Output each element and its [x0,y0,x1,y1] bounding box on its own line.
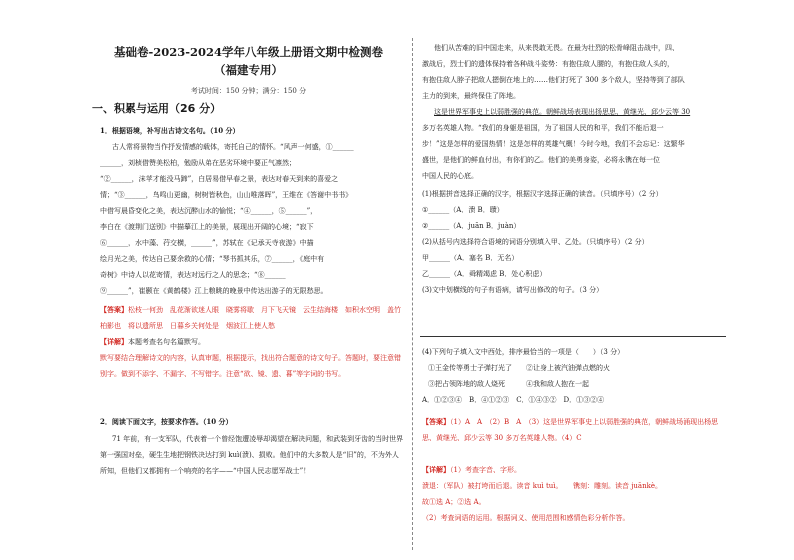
right-answer [422,414,728,446]
question-item: (1)根据拼音选择正确的汉字，根据汉字选择正确的读音。（只填序号）（2 分） [422,190,663,198]
passage-line: 中国人民的心底。 [422,172,478,180]
passage-line: 主力的到来，最终保住了阵地。 [422,92,520,100]
passage-line: 激战后，烈士们的遗体保持着各种战斗姿势：有抱住敌人腰的，有抱住敌人头的， [422,60,674,68]
question-item: ①______（A．溃 B．聩） [422,206,504,214]
page-subtitle: （福建专用） [214,63,283,77]
explain-line: 溃退：（军队）被打垮而后退。读音 kuì tuì。 镌刻：雕刻。读音 juānkè。 [422,482,662,490]
right-explain [422,462,728,526]
q1-line: 中借写晨昏变化之美，表达沉醉山水的愉悦；“④______，⑤______”， [100,207,318,215]
question-item: 甲______（A．塞名 B．无名） [422,254,519,262]
q4-option: ①王金传等勇士子弹打光了 ②让身上被汽油弹点燃的火 [428,364,610,372]
q2-title [100,414,405,430]
q1-line: 李白在《渡荆门送别》中描摹江上的美景，展现出开阔的心境；“寂下 [100,223,314,231]
explain-text: （1）考查字音、字形。 [450,466,521,474]
q1-line: “②______，沫苹才能没马蹄”，白居易借早春之景，表达对春天到来的喜爱之 [100,175,339,183]
column-divider [412,38,413,550]
question-item: ②______（A．juān B．juàn） [422,222,521,230]
page-title: 基础卷-2023-2024学年八年级上册语文期中检测卷 [113,45,384,59]
passage-line: 有抱住敌人脖子把敌人摁倒在地上的……他们打死了 300 多个敌人，坚持等到了部队 [422,76,685,84]
q1-title [100,123,405,139]
question-item: (3)文中划横线的句子有语病，请写出修改的句子。（3 分） [422,286,604,294]
passage [422,40,728,184]
passage-line: 盛世，是他们的鲜血付出，有你们的乙。他们的美勇身姿，必将永镌在每一位 [422,156,660,164]
q1-line: ⑨______”，崔颢在《黄鹤楼》江上粮眺的晚景中传达出游子的无限愁思。 [100,287,328,295]
passage-line: 多万名英雄人物。“我们的身躯是祖国，为了祖国人民的和平，我们不能后退一 [422,124,664,132]
q2-body: 71 年前，有一支军队，代表着一个曾经饱遭凌辱却渴望在解决问题，和武装到牙齿的当时世界第一强国对垒，硬生生地把钢铁决达打到 kuì(溃)、损败。他们中的大多数人是“旧”的，不为外人所知，但他们又都拥有一个响亮的名字——“中国人民志愿军战士”！ [100,435,404,475]
q4-block [422,344,728,408]
answer-label: 【答案】 [422,417,450,426]
passage-line: 他们从苦难的旧中国走来，从来畏敢无畏。在最为壮烈的松骨峰阻击战中，四、 [434,44,679,52]
q1-line: 情；“③______，鸟鸣山更幽，树树皆秋色，山山唯落晖”，王维在《答谢中书书》 [100,191,353,199]
explain-line: （2）考查词语的运用。根据词义、使用范围和感情色彩分析作答。 [422,514,630,522]
passage-line: 步！”这是怎样的爱国热情！这是怎样的英雄气概！今时今地，我们不会忘记：这繁华 [422,140,685,148]
answer-text: （1）A A （2）B A （3）这是世界军事史上以弱胜强的典范，朝鲜战场涌现出杨思思、黄继光、邱少云等 30 多万名英雄人物。（4）C [422,418,719,442]
passage-line-underlined: 这是世界军事史上以弱胜强的典范。朝鲜战场表现出扬思思、黄继光、邱少云等 30 [434,108,691,116]
q1-line: 古人常将景物当作抒发情感的载体，寄托自己的情怀。“风声一何盛，①______ [112,143,354,151]
answer-line [420,336,726,337]
answer-text: 松枝一何劲 乱花渐欲迷人眼 晓雾将歇 月下飞天镜 云生结海楼 如积水空明 盖竹柏影也 将以遗所思 日暮乡关何处是 烟波江上使人愁 [100,306,401,330]
q1-title-text: 1．根据语境，补写出古诗文名句。（10 分） [100,126,240,135]
section-heading: 一、积累与运用（26 分） [92,102,222,115]
q2-title-text: 2．阅读下面文字，按要求作答。（10 分） [100,417,233,426]
q1-line: 绘月光之美，传达自己要余救的心情；“琴书抓其乐，⑦______，《庭中有 [100,255,325,263]
explain-label: 【详解】 [100,337,128,346]
explain-text: 本题考查名句名篇默写。 [128,338,205,346]
question-item: (2)从括号内选择符合语境的词语分别填入甲、乙处。（只填序号）（2 分） [422,238,649,246]
answer-label: 【答案】 [100,305,128,314]
q1-body [100,139,405,299]
q1-explain-more: 默写要结合理解诗文的内容，认真审题，根据提示，找出符合题意的诗文句子。答题时，要注意错别字。做到不添字、不漏字、不写错字。注意“欲、镜、遗、暮”等字词的书写。 [100,354,401,378]
q1-explain [100,334,405,350]
q4-choices: A．①②③④ B．④①②③ C．①④③② D．①③②④ [422,396,605,404]
q4-title: (4)下列句子填入文中西处，排序最恰当的一项是（ ）（3 分） [422,348,625,356]
exam-meta: 考试时间：150 分钟；满分：150 分 [190,87,307,95]
q-items [422,186,728,298]
q1-line: 奇树》中诗人以花寄情，表达对远行之人的思念；“⑧______ [100,271,286,279]
q1-line: ______，刘桢借赞美松柏，勉励从弟在恶劣环境中要正气凛然； [100,159,296,167]
q1-line: ⑥______，水中藻、荇交横，______”，苏轼在《记承天寺夜游》中描 [100,239,314,247]
q1-answer [100,302,405,334]
question-item: 乙______（A．舜精竭虑 B．处心积虑） [422,270,547,278]
q4-option: ③把占领阵地的敌人烧死 ④我和敌人抱在一起 [428,380,589,388]
explain-line: 故①选 A；②选 A。 [422,498,486,506]
explain-label: 【详解】 [422,465,450,474]
